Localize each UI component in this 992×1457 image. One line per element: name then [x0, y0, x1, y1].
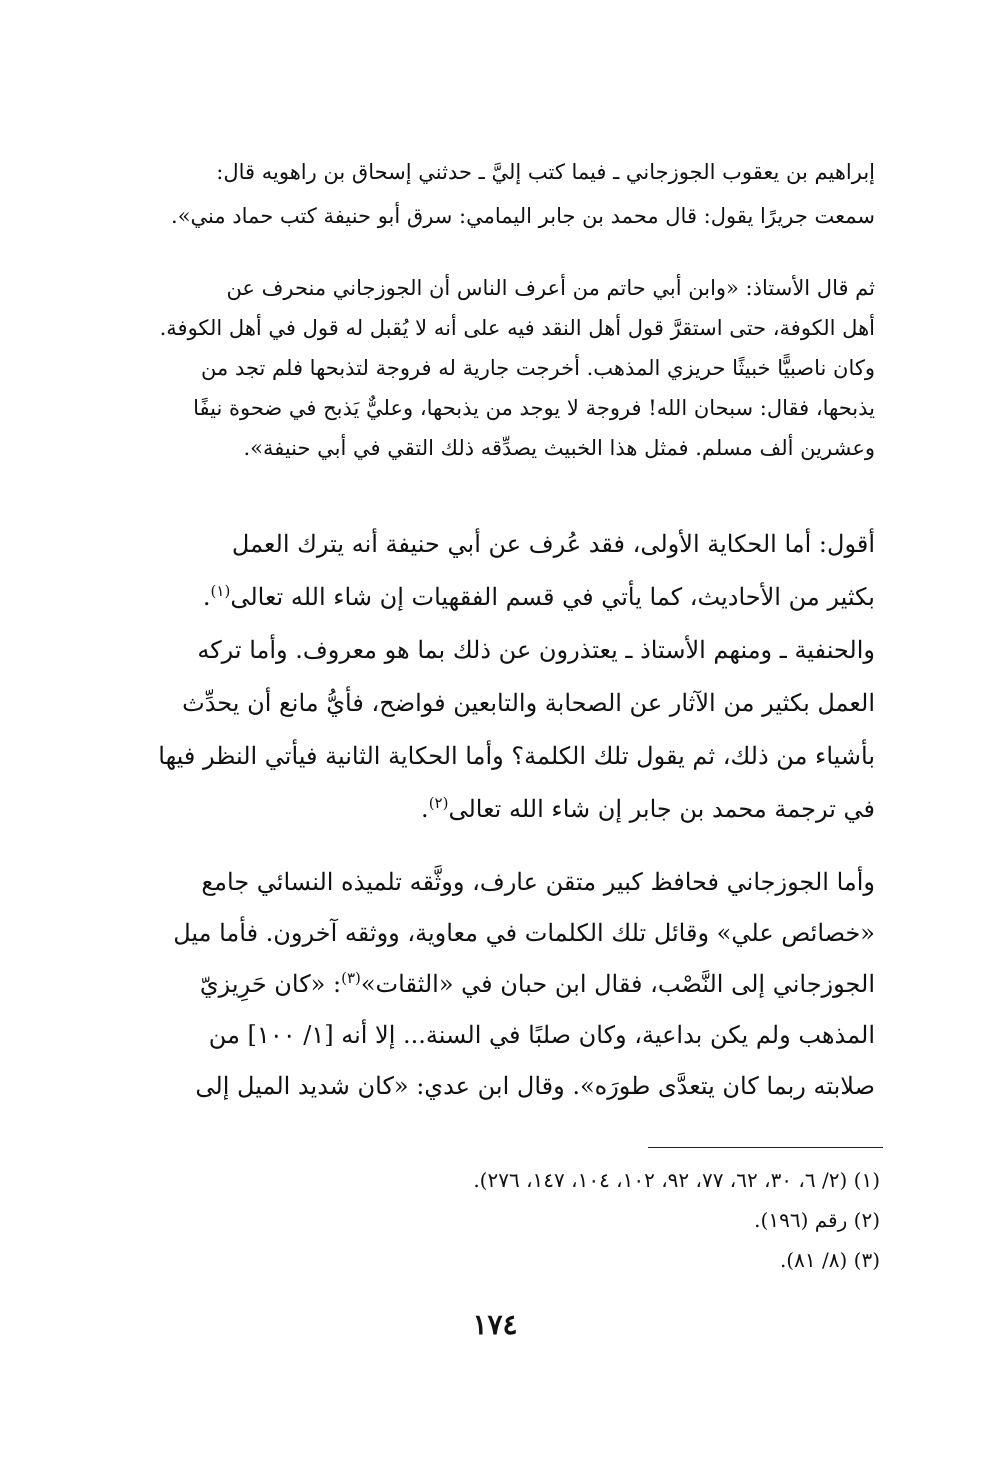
footnotes: [300, 1160, 880, 1280]
text-line: صلابته ربما كان يتعدَّى طورَه». وقال ابن عدي: «كان شديد الميل إلى: [195, 1072, 875, 1100]
line-text: بكثير من الأحاديث، كما يأتي في قسم الفقهيات إن شاء الله تعالى: [230, 583, 875, 611]
text-line: «خصائص علي» وقائل تلك الكلمات في معاوية، ووثقه آخرون. فأما ميل: [173, 919, 875, 947]
footnote-ref: (٢): [428, 794, 449, 812]
paragraph-3: [100, 518, 875, 836]
footnote-item: (٣) (٨/ ٨١).: [779, 1248, 880, 1272]
text-line: [100, 783, 875, 836]
footnote-ref: (١): [210, 582, 231, 600]
footnote-item: (١) (٢/ ٦، ٣٠، ٦٢، ٧٧، ٩٢، ١٠٢، ١٠٤، ١٤٧، ٢٧٦).: [473, 1168, 880, 1192]
line-end: : «كان حَرِيزيّ: [199, 970, 342, 998]
footnote-ref: (٣): [341, 969, 361, 987]
footnote-divider: [648, 1147, 883, 1148]
text-line: سمعت جريرًا يقول: قال محمد بن جابر اليمامي: سرق أبو حنيفة كتب حماد مني».: [171, 204, 875, 228]
text-line: أقول: أما الحكاية الأولى، فقد عُرف عن أبي حنيفة أنه يترك العمل: [231, 530, 875, 558]
text-line: وأما الجوزجاني فحافظ كبير متقن عارف، ووثَّقه تلميذه النسائي جامع: [201, 868, 875, 896]
text-line: بأشياء من ذلك، ثم يقول تلك الكلمة؟ وأما الحكاية الثانية فيأتي النظر فيها: [158, 742, 875, 770]
paragraph-1: [100, 150, 875, 238]
text-line: وعشرين ألف مسلم. فمثل هذا الخبيث يصدِّقه ذلك التقي في أبي حنيفة».: [243, 436, 875, 460]
page-number: ١٧٤: [472, 1308, 518, 1341]
text-line: إبراهيم بن يعقوب الجوزجاني ـ فيما كتب إليَّ ـ حدثني إسحاق بن راهويه قال:: [216, 160, 875, 184]
text-line: [100, 959, 875, 1010]
line-text: الجوزجاني إلى النَّصْب، فقال ابن حبان في «الثقات»: [360, 970, 875, 998]
line-end: .: [421, 795, 429, 823]
text-line: والحنفية ـ ومنهم الأستاذ ـ يعتذرون عن ذلك بما هو معروف. وأما تركه: [197, 636, 875, 664]
line-text: في ترجمة محمد بن جابر إن شاء الله تعالى: [448, 795, 875, 823]
paragraph-2: [100, 268, 875, 468]
text-line: يذبحها، فقال: سبحان الله! فروجة لا يوجد من يذبحها، وعليٌّ يَذبح في ضحوة نيفًا: [193, 396, 875, 420]
footnote-item: (٢) رقم (١٩٦).: [754, 1208, 880, 1232]
text-line: ثم قال الأستاذ: «وابن أبي حاتم من أعرف الناس أن الجوزجاني منحرف عن: [226, 276, 875, 300]
text-line: أهل الكوفة، حتى استقرَّ قول أهل النقد فيه على أنه لا يُقبل له قول في أهل الكوفة.: [159, 316, 875, 340]
text-line: [100, 571, 875, 624]
text-line: وكان ناصبيًّا خبيثًا حريزي المذهب. أخرجت جارية له فروجة لتذبحها فلم تجد من: [201, 356, 875, 380]
paragraph-4: [100, 857, 875, 1112]
text-line: العمل بكثير من الآثار عن الصحابة والتابعين فواضح، فأيُّ مانع أن يحدِّث: [182, 689, 875, 717]
line-end: .: [202, 583, 211, 611]
text-line: المذهب ولم يكن بداعية، وكان صلبًا في السنة... إلا أنه [١/ ١٠٠] من: [208, 1021, 875, 1049]
